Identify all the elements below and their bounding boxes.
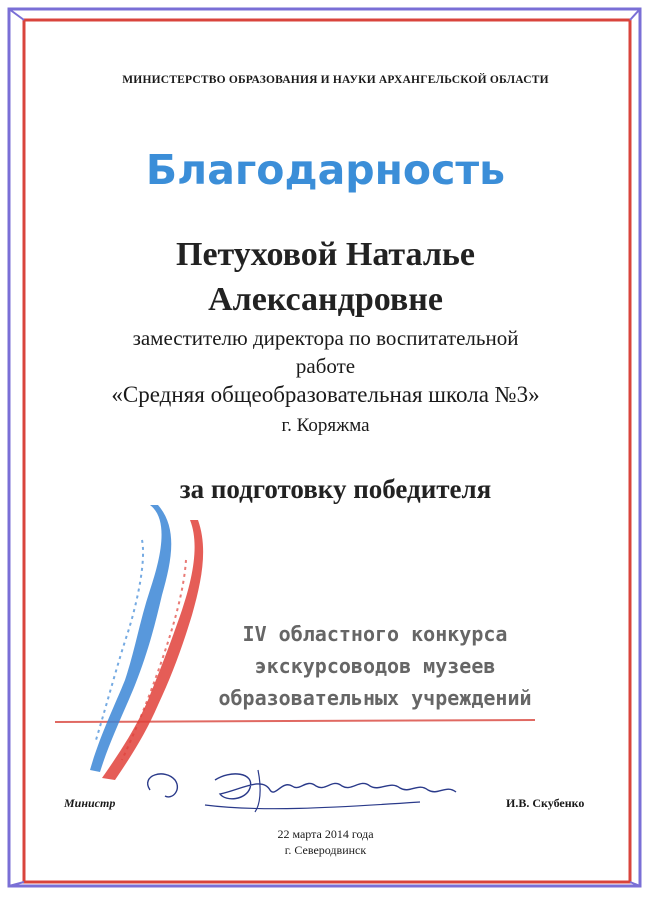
award-reason: за подготовку победителя	[179, 474, 492, 504]
recipient-name-line1: Петуховой Наталье	[176, 236, 475, 273]
issue-date: 22 марта 2014 года	[277, 827, 374, 841]
recipient-position-line2: работе	[295, 354, 356, 378]
contest-line2: экскурсоводов музеев	[254, 654, 496, 678]
ministry-header: МИНИСТЕРСТВО ОБРАЗОВАНИЯ И НАУКИ АРХАНГЕЛЬСКОЙ ОБЛАСТИ	[122, 74, 549, 86]
contest-line1: IV областного конкурса	[242, 622, 508, 646]
contest-line3: образовательных учреждений	[218, 686, 532, 710]
recipient-name-line2: Александровне	[208, 281, 443, 318]
issue-place: г. Северодвинск	[284, 843, 367, 857]
signature-role: Министр	[64, 796, 116, 810]
certificate-title: Благодарность	[145, 146, 506, 194]
signer-name: И.В. Скубенко	[506, 796, 585, 810]
recipient-city: г. Коряжма	[281, 415, 370, 436]
recipient-position-line1: заместителю директора по воспитательной	[132, 326, 519, 350]
recipient-school: «Средняя общеобразовательная школа №3»	[111, 382, 540, 407]
